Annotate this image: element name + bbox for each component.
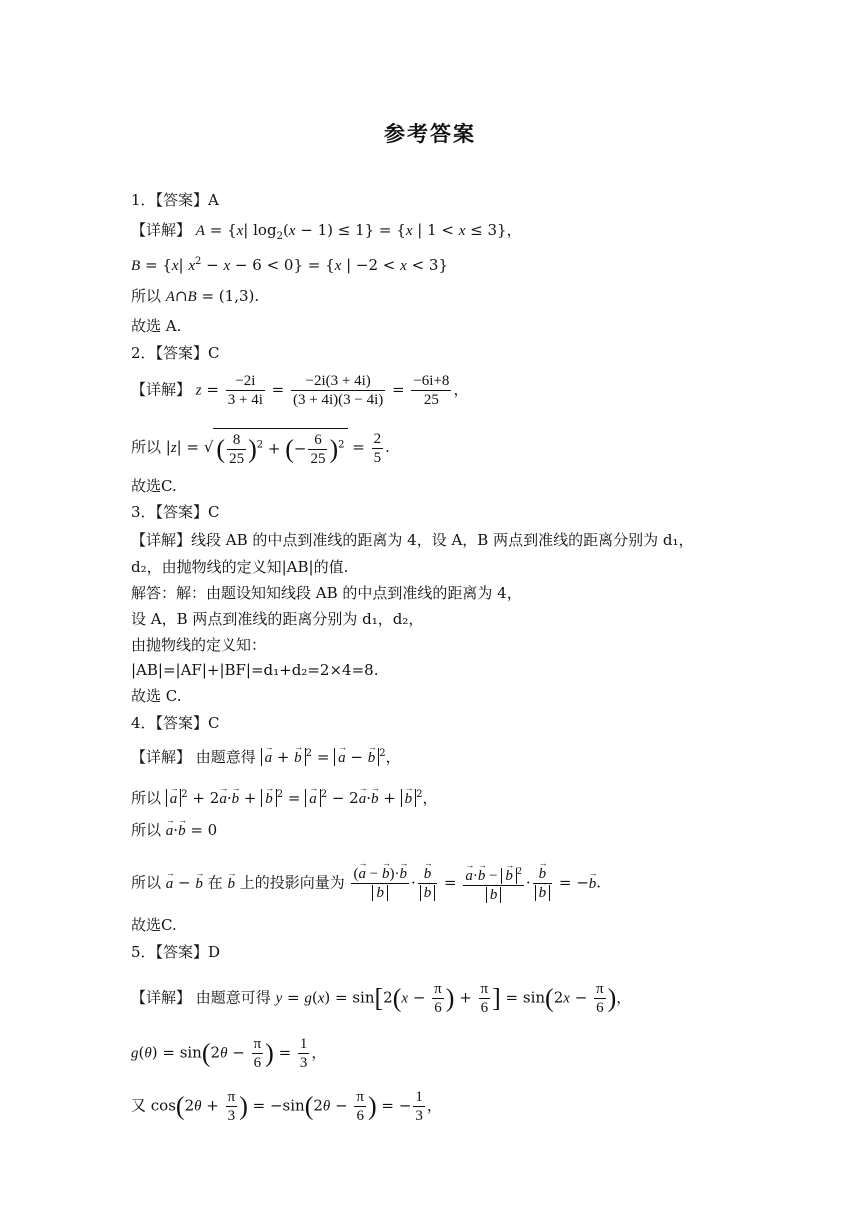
q3-detail-6: |AB|=|AF|+|BF|=d₁+d₂=2×4=8. <box>131 661 379 679</box>
q3-answer: 3．【答案】C <box>131 503 220 521</box>
q4-detail-1: 【详解】 由题意得 → a + → b $^2$ = → a − → b $^2$， <box>131 744 401 768</box>
q2-choose: 故选C. <box>131 477 177 495</box>
detail-label: 【详解】 <box>131 988 192 1007</box>
q1-choose: 故选 A. <box>131 317 182 335</box>
q3-detail-4: 设 A，B 两点到准线的距离分别为 d₁，d₂， <box>131 610 424 628</box>
q4-choose: 故选C. <box>131 916 177 934</box>
q4-answer: 4．【答案】C <box>131 714 220 732</box>
q1-detail-3: 所以 A∩B = (1,3). <box>131 287 260 305</box>
q3-detail-5: 由抛物线的定义知： <box>131 636 267 654</box>
detail-label: 【详解】 <box>131 380 192 399</box>
q3-detail-3: 解答：解：由题设知知线段 AB 的中点到准线的距离为 4， <box>131 584 522 602</box>
detail-label: 【详解】 <box>131 748 192 766</box>
q3-detail-1: 【详解】线段 AB 的中点到准线的距离为 4，设 A，B 两点到准线的距离分别为 d₁， <box>131 531 694 549</box>
q4-detail-2: 所以 → a $^2$ + 2→ a·→ b + → b $^2$ = → a $^2$ − 2→ a·→ b + → b $^2$， <box>131 785 438 809</box>
q1-detail-1: 【详解】 A = {x| $\log_2(x - 1) \le 1\} = \{x$ | 1 < x ≤ 3}， <box>131 221 522 242</box>
q5-detail-1: 【详解】 由题意可得 y = g(x) = sin[2(x − $\frac{\pi}{6}$ ) + $\frac{\pi}{6}$ ] = sin(2x − $\frac{\pi}{6}$ )， <box>131 981 632 1016</box>
q1-detail-2: B = {x| $x^2 - x - 6 < 0\} = \{x$ | −2 < x < 3} <box>131 256 449 274</box>
detail-label: 【详解】 <box>131 221 192 239</box>
q2-detail-2: 所以 |z| = √ ( $\frac{8}{25}$ )$^2$ + (− $\frac{6}{25}$ )$^2$ = $\frac{2}{5}$ . <box>131 428 390 468</box>
q4-detail-4: 所以 → a − → b 在 → b 上的投影向量为 (→ a − → b)·→ b → b · → b → b = → a·→ b − → b $^2$ → b · → b → b = −→ b. <box>131 863 601 904</box>
q2-answer: 2．【答案】C <box>131 344 220 362</box>
q3-choose: 故选 C. <box>131 687 182 705</box>
q4-detail-3: 所以 → a·→ b = 0 <box>131 820 217 841</box>
q5-answer: 5．【答案】D <box>131 943 221 961</box>
q3-detail-2: d₂，由抛物线的定义知|AB|的值. <box>131 558 349 576</box>
q1-answer: 1．【答案】A <box>131 191 219 209</box>
q5-detail-3: 又 cos(2θ + $\frac{\pi}{3}$ ) = −sin(2θ − $\frac{\pi}{6}$ ) = − $\frac{1}{3}$ ， <box>131 1089 442 1124</box>
q2-detail-1: 【详解】 z = $\frac{-2i}{3 + 4i}$ = $\frac{-2i(3 + 4i)}{(3 + 4i)(3 - 4i)}$ = $\frac{-6i+8}{25}$ ， <box>131 373 469 408</box>
page-title: 参考答案 <box>384 122 476 146</box>
q5-detail-2: g(θ) = sin(2θ − $\frac{\pi}{6}$ ) = $\frac{1}{3}$ ， <box>131 1036 327 1071</box>
